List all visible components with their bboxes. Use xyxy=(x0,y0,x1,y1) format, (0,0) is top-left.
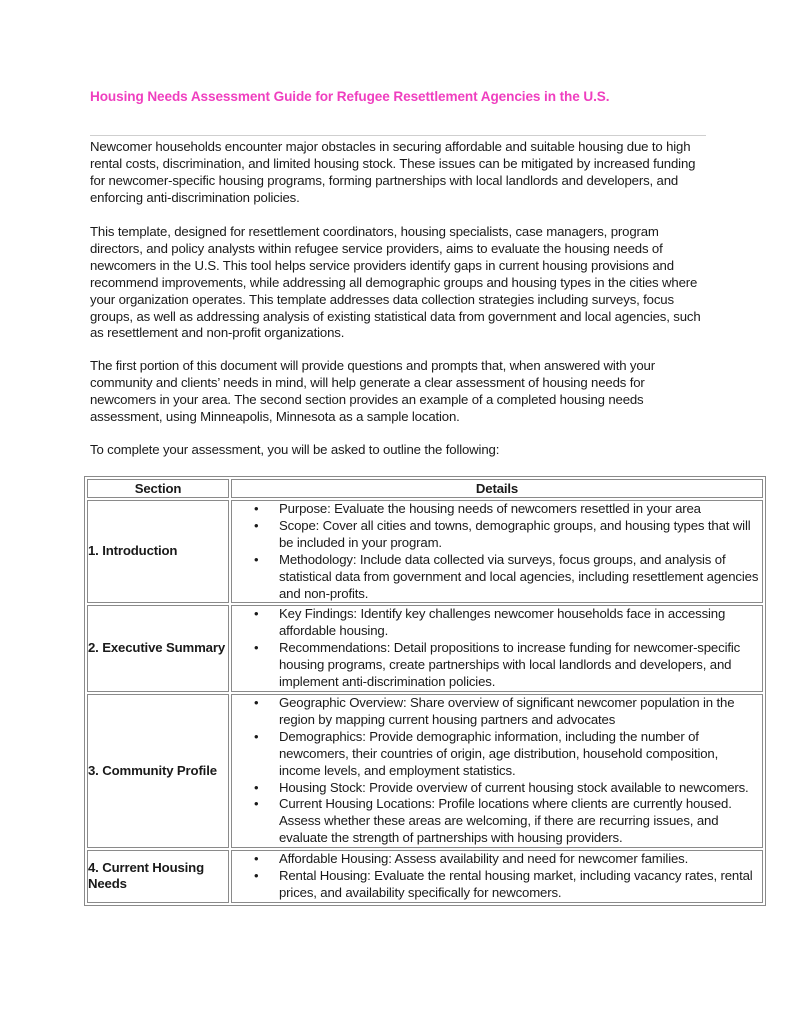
list-item xyxy=(232,796,762,847)
list-item xyxy=(232,851,762,868)
detail-text: Geographic Overview: Share overview of significant newcomer population in the region by mapping current housing partners and advocates xyxy=(279,694,735,727)
bullet-icon: • xyxy=(254,694,259,710)
details-cell xyxy=(231,850,763,903)
details-list xyxy=(232,606,762,691)
detail-text: Methodology: Include data collected via surveys, focus groups, and analysis of statistical data from government and local agencies, including resettlement agencies and non-profits. xyxy=(279,551,759,601)
table-header-row xyxy=(87,479,763,498)
list-item xyxy=(232,729,762,780)
document-structure-paragraph: The first portion of this document will provide questions and prompts that, when answered with your community and clients’ needs in mind, will help generate a clear assessment of housing needs for newcomers in your area. The second section provides an example of a completed housing needs assessment, using Minneapolis, Minnesota as a sample location. xyxy=(90,358,655,424)
list-item xyxy=(232,518,762,552)
detail-text: Scope: Cover all cities and towns, demographic groups, and housing types that will be included in your program. xyxy=(279,517,751,550)
template-purpose-paragraph: This template, designed for resettlement coordinators, housing specialists, case managers, program directors, and policy analysts within refugee service providers, aims to evaluate the housing needs of newcomers in the U.S. This tool helps service providers identify gaps in current housing provisions and recommend improvements, while addressing all demographic groups and housing types in the cities where your organization operates. This template addresses data collection strategies including surveys, focus groups, as well as addressing analysis of existing statistical data from government and local agencies, such as resettlement and non-profit organizations. xyxy=(90,224,701,341)
detail-text: Affordable Housing: Assess availability and need for newcomer families. xyxy=(279,851,689,867)
section-name: 3. Community Profile xyxy=(87,694,229,848)
detail-text: Current Housing Locations: Profile locations where clients are currently housed. Assess whether these areas are welcoming, if there are recurring issues, and evaluate the strength of partnerships with housing providers. xyxy=(279,796,732,846)
list-item xyxy=(232,552,762,603)
table-row xyxy=(87,500,763,603)
title-divider xyxy=(90,135,706,136)
table-row xyxy=(87,605,763,692)
list-item xyxy=(232,606,762,640)
bullet-icon: • xyxy=(254,779,259,795)
list-item xyxy=(232,868,762,902)
outline-lead-in-paragraph: To complete your assessment, you will be asked to outline the following: xyxy=(90,442,500,457)
list-item xyxy=(232,501,762,518)
document-title: Housing Needs Assessment Guide for Refugee Resettlement Agencies in the U.S. xyxy=(90,89,610,104)
details-list xyxy=(232,695,762,847)
header-section: Section xyxy=(87,479,229,498)
details-cell xyxy=(231,694,763,848)
details-list xyxy=(232,501,762,602)
bullet-icon: • xyxy=(254,640,259,656)
table-row xyxy=(87,694,763,848)
detail-text: Purpose: Evaluate the housing needs of newcomers resettled in your area xyxy=(279,501,701,516)
section-name: 4. Current Housing Needs xyxy=(87,850,229,903)
header-details: Details xyxy=(231,479,763,498)
bullet-icon: • xyxy=(254,517,259,533)
list-item xyxy=(232,695,762,729)
detail-text: Rental Housing: Evaluate the rental housing market, including vacancy rates, rental prices, and availability specifically for newcomers. xyxy=(279,868,753,900)
section-name: 2. Executive Summary xyxy=(87,605,229,692)
list-item xyxy=(232,780,762,797)
bullet-icon: • xyxy=(254,551,259,567)
details-list xyxy=(232,851,762,902)
detail-text: Key Findings: Identify key challenges newcomer households face in accessing affordable housing. xyxy=(279,606,726,639)
list-item xyxy=(232,640,762,691)
details-cell xyxy=(231,605,763,692)
bullet-icon: • xyxy=(254,868,259,884)
assessment-outline-table xyxy=(84,476,766,906)
bullet-icon: • xyxy=(254,851,259,867)
bullet-icon: • xyxy=(254,501,259,516)
bullet-icon: • xyxy=(254,796,259,812)
detail-text: Recommendations: Detail propositions to increase funding for newcomer-specific housing programs, create partnerships with local landlords and developers, and implement anti-discrimination policies. xyxy=(279,640,741,690)
table-row xyxy=(87,850,763,903)
intro-paragraph: Newcomer households encounter major obstacles in securing affordable and suitable housing due to high rental costs, discrimination, and limited housing stock. These issues can be mitigated by increased funding for newcomer-specific housing programs, forming partnerships with local landlords and developers, and enforcing anti-discrimination policies. xyxy=(90,139,696,205)
bullet-icon: • xyxy=(254,606,259,622)
details-cell xyxy=(231,500,763,603)
section-name: 1. Introduction xyxy=(87,500,229,603)
bullet-icon: • xyxy=(254,728,259,744)
detail-text: Housing Stock: Provide overview of current housing stock available to newcomers. xyxy=(279,779,749,795)
detail-text: Demographics: Provide demographic information, including the number of newcomers, their countries of origin, age distribution, household composition, income levels, and employment statistics. xyxy=(279,728,719,778)
